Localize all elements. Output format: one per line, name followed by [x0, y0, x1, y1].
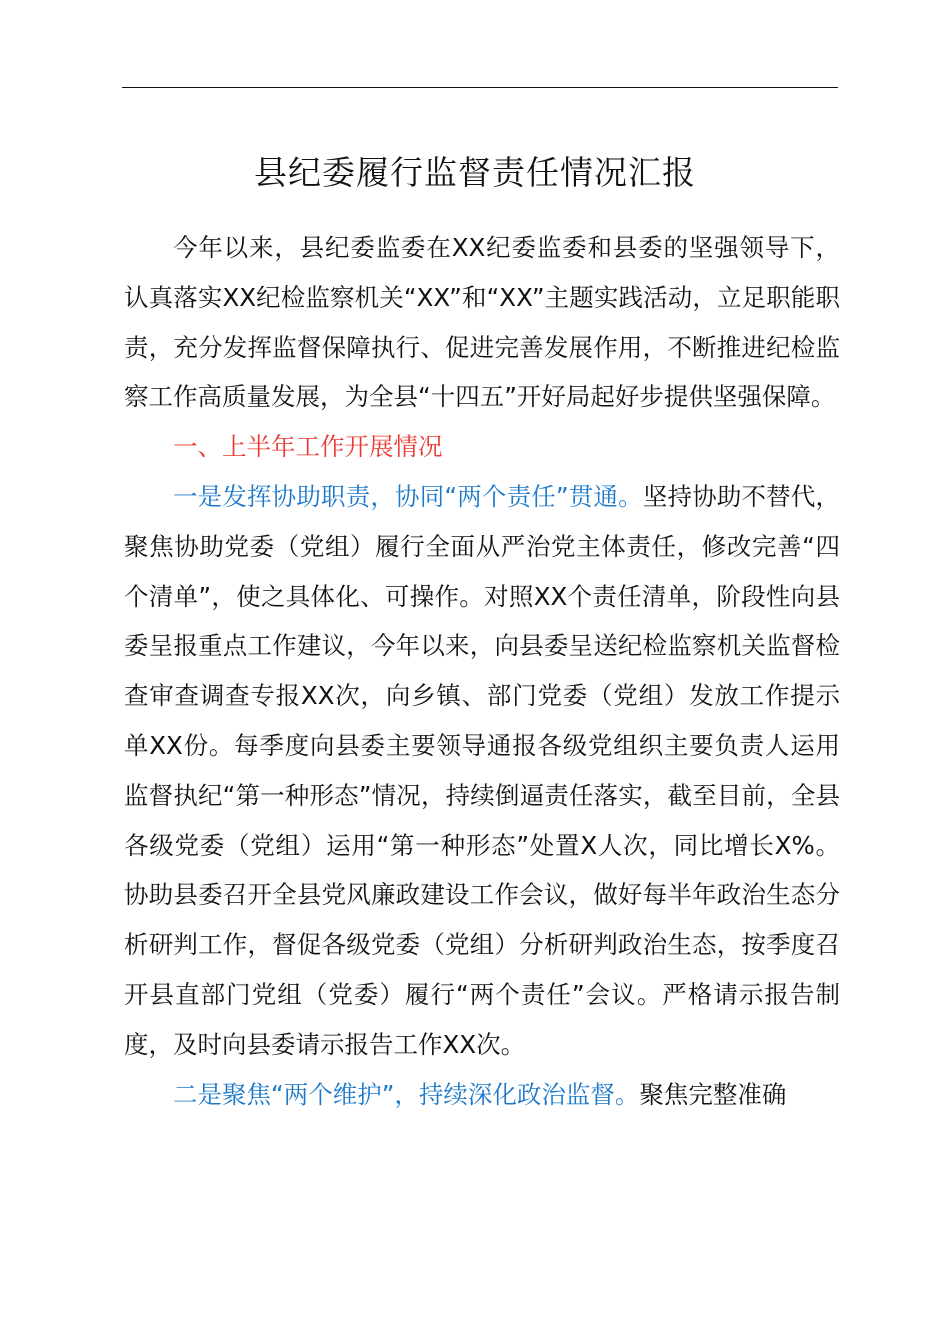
point-two-body: 聚焦完整准确	[639, 1079, 787, 1109]
point-one-heading: 一是发挥协助职责，协同“两个责任”贯通。	[173, 481, 643, 511]
point-two-heading: 二是聚焦“两个维护”，持续深化政治监督。	[173, 1079, 640, 1109]
header-rule	[122, 87, 838, 88]
section-heading: 一、上半年工作开展情况	[173, 432, 443, 462]
point-two-paragraph	[124, 1070, 840, 1120]
document-body	[124, 223, 840, 1119]
point-one-paragraph	[124, 472, 840, 1070]
point-one-body: 坚持协助不替代，聚焦协助党委（党组）履行全面从严治党主体责任，修改完善“四个清单”，使之具体化、可操作。对照XX个责任清单，阶段性向县委呈报重点工作建议，今年以来，向县委呈送纪检监察机关监督检查审查调查专报XX次，向乡镇、部门党委（党组）发放工作提示单XX份。每季度向县委主要领导通报各级党组织主要负责人运用监督执纪“第一种形态”情况，持续倒逼责任落实，截至目前，全县各级党委（党组）运用“第一种形态”处置X人次，同比增长X%。协助县委召开全县党风廉政建设工作会议，做好每半年政治生态分析研判工作，督促各级党委（党组）分析研判政治生态，按季度召开县直部门党组（党委）履行“两个责任”会议。严格请示报告制度，及时向县委请示报告工作XX次。	[124, 481, 841, 1059]
document-title: 县纪委履行监督责任情况汇报	[254, 153, 696, 192]
intro-paragraph: 今年以来，县纪委监委在XX纪委监委和县委的坚强领导下，认真落实XX纪检监察机关“XX”和“XX”主题实践活动，立足职能职责，充分发挥监督保障执行、促进完善发展作用，不断推进纪检监察工作高质量发展，为全县“十四五”开好局起好步提供坚强保障。	[124, 233, 840, 412]
